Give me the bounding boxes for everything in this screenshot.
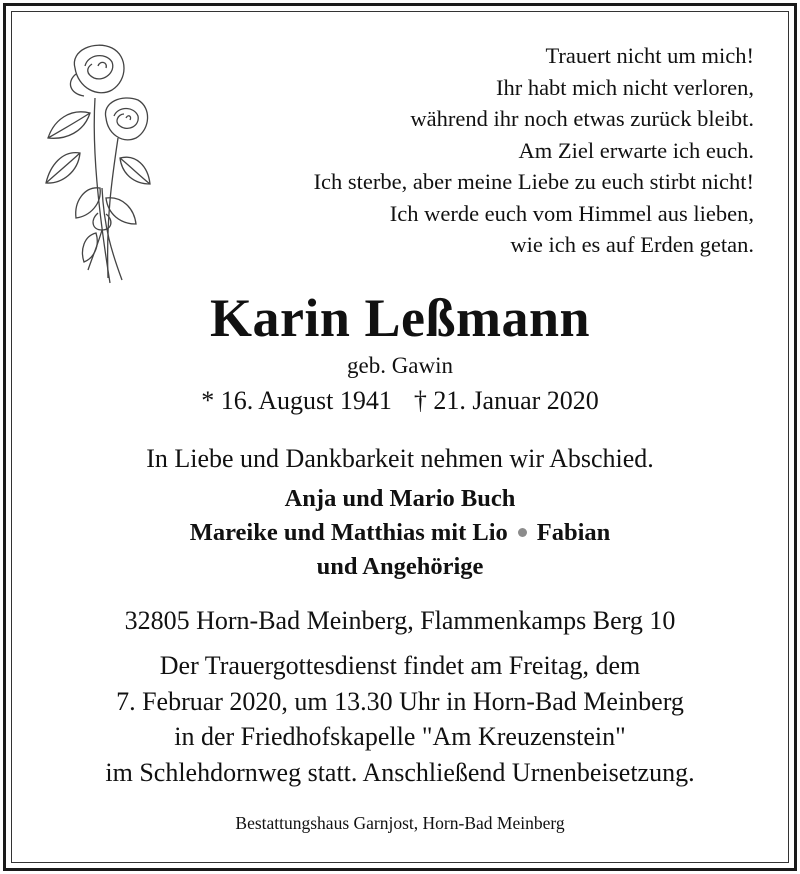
service-line: in der Friedhofskapelle "Am Kreuzenstein" <box>174 722 626 751</box>
poem-line: Ich werde euch vom Himmel aus lieben, <box>389 200 754 226</box>
poem-line: wie ich es auf Erden getan. <box>510 232 754 257</box>
poem-line: während ihr noch etwas zurück bleibt. <box>410 106 754 131</box>
service-line: 7. Februar 2020, um 13.30 Uhr in Horn-Bad Meinberg <box>116 686 684 716</box>
service-info <box>0 648 800 790</box>
birth-name: geb. Gawin <box>346 353 454 378</box>
rose-icon <box>40 38 155 288</box>
farewell-text: In Liebe und Dankbarkeit nehmen wir Abschied. <box>146 444 654 473</box>
undertaker: Bestattungshaus Garnjost, Horn-Bad Meinberg <box>235 813 565 833</box>
death-date: † 21. Januar 2020 <box>413 386 599 415</box>
family-list <box>0 482 800 584</box>
deceased-name: Karin Leßmann <box>209 288 591 348</box>
poem-line: Ich sterbe, aber meine Liebe zu euch stirbt nicht! <box>313 169 754 194</box>
family-name: Fabian <box>536 519 611 546</box>
poem-line: Trauert nicht um mich! <box>545 43 754 68</box>
birth-date: * 16. August 1941 <box>201 386 392 415</box>
family-line: Anja und Mario Buch <box>284 485 516 512</box>
family-line: und Angehörige <box>316 553 484 580</box>
poem-line: Ihr habt mich nicht verloren, <box>495 74 754 100</box>
family-line <box>0 516 800 550</box>
address: 32805 Horn-Bad Meinberg, Flammenkamps Berg 10 <box>124 606 676 635</box>
poem <box>314 40 754 261</box>
poem-line: Am Ziel erwarte ich euch. <box>518 137 754 163</box>
bullet-dot <box>518 528 527 537</box>
service-line: Der Trauergottesdienst findet am Freitag, dem <box>159 651 641 680</box>
life-dates <box>0 384 800 418</box>
family-name: Mareike und Matthias mit Lio <box>189 519 508 546</box>
service-line: im Schlehdornweg statt. Anschließend Urnenbeisetzung. <box>105 757 695 787</box>
